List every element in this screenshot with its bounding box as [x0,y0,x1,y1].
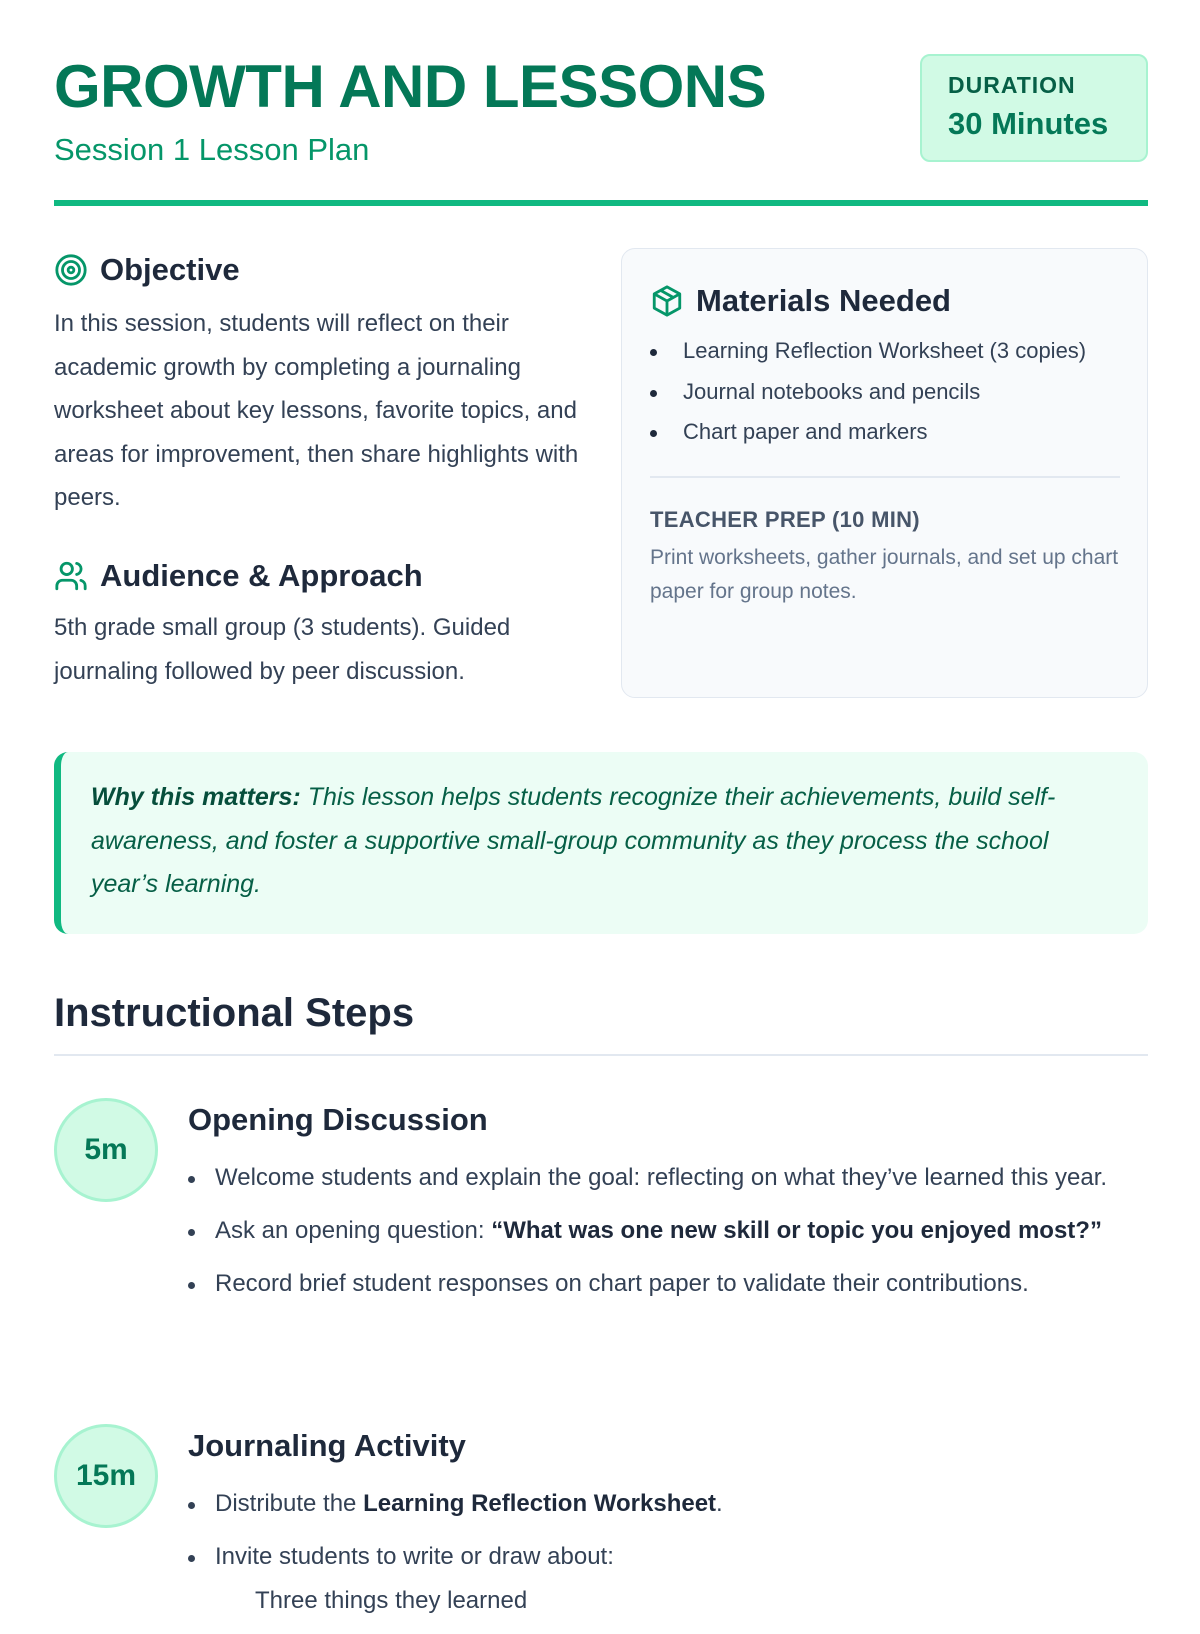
package-icon [650,284,684,318]
header-divider [54,200,1148,206]
list-item: Three things they learned [255,1587,528,1614]
step-title: Journaling Activity [188,1428,466,1463]
steps-title: Instructional Steps [54,991,415,1035]
duration-badge [920,54,1148,162]
list-item: Learning Reflection Worksheet (3 copies) [650,331,1086,372]
list-item: Record brief student responses on chart paper to validate their contributions. [188,1264,1148,1304]
list-item: Journal notebooks and pencils [650,372,1086,413]
duration-label: DURATION [948,72,1076,98]
sub-bullets [215,1581,1148,1621]
why-this-matters-callout [54,752,1148,934]
audience-title: Audience & Approach [100,558,423,593]
list-item: Welcome students and explain the goal: reflecting on what they’ve learned this year. [188,1158,1148,1198]
objective-title: Objective [100,252,240,287]
callout-lead: Why this matters: [91,783,301,811]
callout-body: This lesson helps students recognize their achievements, build self-awareness, and foster a supportive small-group community as they process the school year’s learning. [91,783,1056,898]
audience-heading [54,556,423,596]
materials-heading [650,281,951,321]
page-title: GROWTH AND LESSONS [54,53,767,120]
users-icon [54,559,88,593]
step-title: Opening Discussion [188,1102,488,1137]
bullet-text: Invite students to write or draw about: [215,1543,614,1570]
materials-card [621,248,1148,698]
callout-text [91,776,1118,907]
materials-list [650,331,1086,453]
step-bullets [188,1158,1148,1317]
step-time-badge: 15m [54,1424,158,1528]
worksheet-name: Learning Reflection Worksheet [363,1490,717,1517]
target-icon [54,253,88,287]
steps-divider [54,1054,1148,1056]
lesson-plan-page [54,0,1148,1614]
step-time-badge: 5m [54,1098,158,1202]
bullet-prefix: Distribute the [215,1490,364,1517]
duration-value: 30 Minutes [948,106,1109,141]
audience-text: 5th grade small group (3 students). Guided journaling followed by peer discussion. [54,614,511,685]
materials-title: Materials Needed [696,283,951,318]
teacher-prep-text: Print worksheets, gather journals, and set up chart paper for group notes. [650,546,1119,603]
opening-question: “What was one new skill or topic you enjoyed most?” [491,1217,1102,1244]
objective-heading [54,250,240,290]
page-subtitle: Session 1 Lesson Plan [54,132,370,167]
bullet-suffix: . [716,1490,723,1517]
teacher-prep-label: TEACHER PREP (10 MIN) [650,507,920,532]
list-item [188,1211,1148,1251]
bullet-prefix: Ask an opening question: [215,1217,492,1244]
objective-text: In this session, students will reflect on their academic growth by completing a journaling worksheet about key lessons, favorite topics, and areas for improvement, then share highlights with peers. [54,310,579,511]
list-item [188,1537,1148,1621]
step-bullets [188,1484,1148,1634]
list-item: Chart paper and markers [650,412,1086,453]
card-divider [650,476,1120,478]
list-item [188,1484,1148,1524]
